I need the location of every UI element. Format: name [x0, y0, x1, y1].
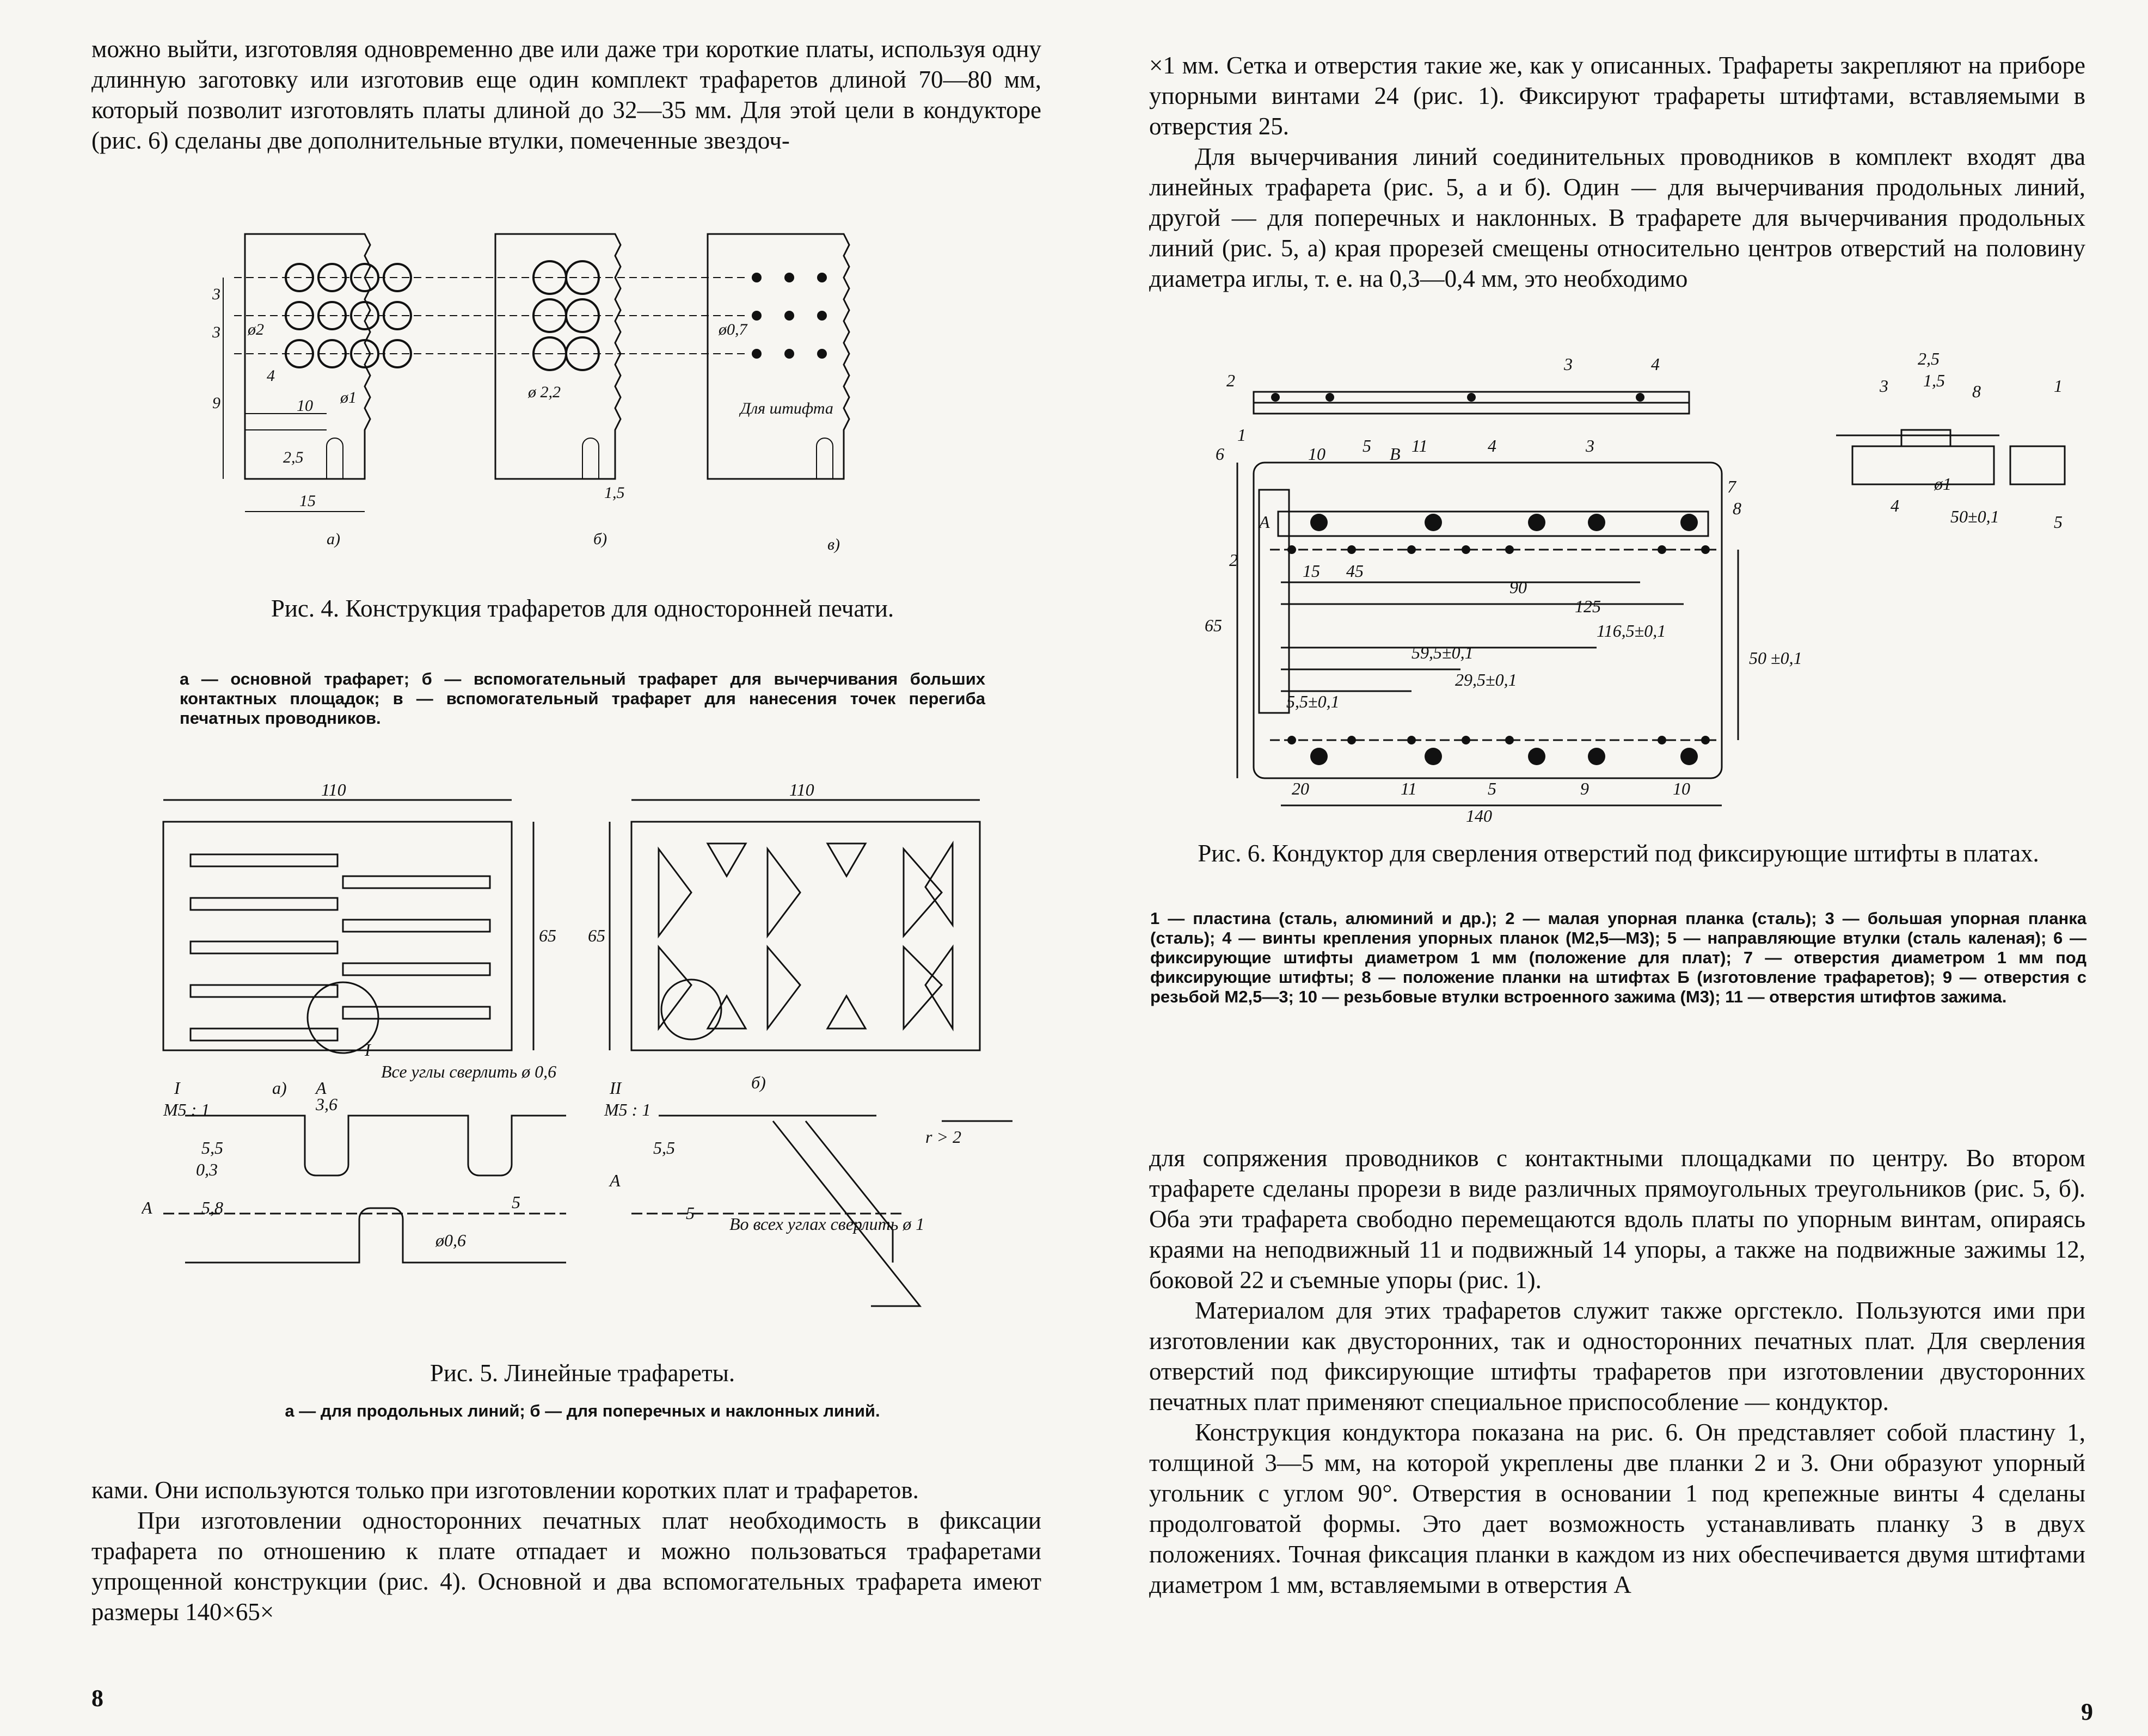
fig5-A-a: А	[316, 1078, 327, 1098]
fig6-d15: 15	[1303, 561, 1320, 581]
left-top-text	[91, 34, 1041, 156]
fig4-dim-4: 4	[267, 367, 275, 385]
fig4-dim-3: 3	[212, 285, 220, 303]
fig6-Bv: В	[1390, 444, 1401, 464]
fig6-sec-3: 3	[1880, 376, 1888, 396]
large-bar	[1278, 512, 1708, 536]
page-number: 8	[91, 1685, 103, 1712]
fig5-w110-a: 110	[321, 784, 346, 799]
fig6-n1: 1	[1237, 425, 1246, 445]
fig6-n4-top: 4	[1651, 354, 1660, 374]
fig5-label-a: а)	[272, 1078, 287, 1098]
paragraph: Материалом для этих трафаретов служит также оргстекло. Пользуются ими при изготовлении как двусторонних, так и односторонних печатных плат. Для сверления отверстий под фиксирующие штифты трафаретов при изготовлении двусторонних печатных плат применяют специальное приспособление — кондуктор.	[1149, 1297, 2085, 1415]
fig6-n2: 2	[1229, 550, 1238, 570]
fig6-d65: 65	[1205, 615, 1222, 635]
fig5-label-b: б)	[751, 1073, 766, 1092]
fig5-h65-b: 65	[588, 926, 605, 945]
fig5-II: II	[610, 1078, 622, 1098]
fig6-sec-5: 5	[2054, 512, 2063, 532]
stencil-b-holes	[533, 261, 599, 370]
stencil-5b-outline	[631, 822, 980, 1050]
paragraph: При изготовлении односторонних печатных плат необходимость в фиксации трафарета по отношению к плате отпадает и можно пользоваться трафаретами упрощенной конструкции (рис. 4). Основной и два вспомогательных трафарета имеют размеры 140×65×	[91, 1507, 1041, 1626]
page-number: 9	[2081, 1698, 2093, 1725]
fig5-label-I: I	[365, 1040, 371, 1060]
fig6-n5: 5	[1363, 436, 1371, 455]
fig5-dim-55: 5,5	[201, 1138, 223, 1158]
fig6-n10: 10	[1308, 444, 1325, 464]
fig4-legend: а — основной трафарет; б — вспомогательный трафарет для вычерчивания больших контактных площадок; в — вспомогательный трафарет для нанесения точек перегиба печатных проводников.	[180, 669, 985, 728]
fig5-scale-b: М5 : 1	[604, 1100, 651, 1119]
fig5-r2: r > 2	[925, 1127, 962, 1147]
fig4-dim-10: 10	[297, 397, 313, 415]
fig6-d140: 140	[1466, 806, 1492, 826]
fig4-label-b: б)	[593, 530, 607, 548]
stencil-v-outline	[708, 234, 849, 479]
fig6-n11-bottom: 11	[1401, 779, 1417, 798]
right-page	[1074, 0, 2148, 1736]
fig5-dim-36: 3,6	[316, 1094, 337, 1114]
fig6-n3-top: 3	[1564, 354, 1573, 374]
fig6-d125: 125	[1575, 596, 1601, 616]
fig5-A-arrow-b: А	[610, 1171, 621, 1190]
paragraph: Конструкция кондуктора показана на рис. 6. Он представляет собой пластину 1, толщиной 3—5 мм, на которой укреплены две планки 2 и 3. Они образуют упорный угольник с углом 90°. Отверстия в основании 1 под крепежные винты 4 сделаны продолговатой формы. Это дает возможность устанавливать планку 3 в двух положениях. Точная фиксация планки в каждом из них обеспечивается двумя штифтами диаметром 1 мм, вставляемыми в отверстия А	[1149, 1419, 2085, 1598]
fig6-sec-8: 8	[1972, 381, 1981, 401]
fig6-sec-1: 1	[2054, 376, 2063, 396]
fig6-d90: 90	[1509, 577, 1527, 597]
paragraph: ×1 мм. Сетка и отверстия такие же, как у описанных. Трафареты закрепляют на приборе упорными винтами 24 (рис. 1). Фиксируют трафареты штифтами, вставляемыми в отверстия 25.	[1149, 52, 2085, 140]
paragraph: можно выйти, изготовляя одновременно две или даже три короткие платы, используя одну длинную заготовку или изготовив еще один комплект трафаретов длиной 70—80 мм, который позволит изготовлять платы длиной до 32—35 мм. Для этой цели в кондукторе (рис. 6) сделаны две дополнительные втулки, помеченные звездоч-	[91, 35, 1041, 154]
right-top-text	[1149, 50, 2085, 294]
fig5-corners-b: Во всех углах сверлить ø 1	[729, 1214, 925, 1234]
fig5-dim-5: 5	[512, 1192, 520, 1212]
fig5-dim-5b: 5	[686, 1203, 695, 1223]
figure-4-stencils	[201, 223, 904, 561]
fig5-I: I	[174, 1078, 180, 1098]
fig4-dim-15: 15	[299, 492, 316, 510]
fig4-d22: ø 2,2	[528, 383, 561, 401]
stencil-b-outline	[495, 234, 621, 479]
fig6-n6: 6	[1216, 444, 1224, 464]
figure-5-line-stencils	[142, 784, 1034, 1350]
fig5-w110-b: 110	[789, 784, 814, 799]
fig4-dim-25: 2,5	[283, 448, 304, 466]
fig6-B: Б	[1314, 512, 1324, 532]
left-bottom-text	[91, 1475, 1041, 1627]
fig6-d50: 50 ±0,1	[1749, 648, 1802, 668]
fig6-sec-4: 4	[1891, 496, 1899, 515]
fig5-corners: Все углы сверлить ø 0,6	[381, 1062, 557, 1081]
fig4-d07: ø0,7	[719, 321, 747, 338]
fig6-n4: 4	[1488, 436, 1496, 455]
fig6-d295: 29,5±0,1	[1455, 670, 1517, 690]
figure-6-jig	[1183, 327, 2097, 827]
fig6-n5-bottom: 5	[1488, 779, 1496, 798]
fig6-n10-bottom: 10	[1673, 779, 1690, 798]
fig4-pin-label: Для штифта	[740, 399, 833, 417]
fig6-sec-15: 1,5	[1923, 371, 1945, 390]
fig6-d595: 59,5±0,1	[1411, 643, 1474, 662]
fig6-caption: Рис. 6. Кондуктор для сверления отверстий под фиксирующие штифты в платах.	[1198, 840, 2039, 867]
fig6-n8: 8	[1733, 498, 1741, 518]
fig6-d45: 45	[1346, 561, 1364, 581]
paragraph: для сопряжения проводников с контактными площадками по центру. Во втором трафарете сделаны прорези в виде различных прямоугольных треугольников (рис. 5, б). Оба эти трафарета свободно перемещаются вдоль платы по упорным винтам, опираясь краями на неподвижный 11 и подвижный 14 упоры, а также на подвижные зажимы 12, боковой 22 и съемные упоры (рис. 1).	[1149, 1144, 2085, 1294]
fig4-label-v: в)	[827, 535, 840, 553]
fig4-dim-9: 9	[212, 394, 220, 412]
fig5-d06: ø0,6	[435, 1230, 466, 1250]
fig6-d55: 5,5±0,1	[1286, 692, 1340, 711]
fig5-scale-a: М5 : 1	[163, 1100, 210, 1119]
fig5-h65-a: 65	[539, 926, 556, 945]
fig4-label-a: а)	[327, 530, 340, 548]
fig4-dim-3b: 3	[212, 323, 220, 341]
fig5-dim-58: 5,8	[201, 1198, 223, 1217]
fig6-n7: 7	[1727, 477, 1736, 496]
fig6-n11: 11	[1411, 436, 1428, 455]
fig4-d2: ø2	[248, 321, 264, 338]
paragraph: ками. Они используются только при изготовлении коротких плат и трафаретов.	[91, 1476, 919, 1504]
fig6-A: А	[1259, 512, 1270, 532]
fig6-sec-25: 2,5	[1918, 349, 1940, 368]
paragraph: Для вычерчивания линий соединительных проводников в комплект входят два линейных трафарета (рис. 5, а и б). Один — для вычерчивания продольных линий, другой — для поперечных и наклонных. В трафарете для вычерчивания продольных линий (рис. 5, а) края прорезей смещены относительно центров отверстий на половину диаметра иглы, т. е. на 0,3—0,4 мм, это необходимо	[1149, 143, 2085, 292]
fig6-n2-top: 2	[1226, 371, 1235, 390]
fig6-sec-d1: ø1	[1934, 474, 1951, 494]
fig4-d1: ø1	[340, 389, 357, 407]
fig5-A-arrow-a: А	[142, 1198, 152, 1217]
stencil-v-points	[752, 273, 827, 359]
fig5-caption: Рис. 5. Линейные трафареты.	[429, 1359, 735, 1387]
fig6-sec-50: 50±0,1	[1950, 507, 1999, 526]
fig4-dim-15b: 1,5	[604, 484, 625, 502]
fig6-d20: 20	[1292, 779, 1309, 798]
fig6-n3: 3	[1586, 436, 1594, 455]
fig5-legend: а — для продольных линий; б — для поперечных и наклонных линий.	[285, 1401, 880, 1420]
fig6-n9: 9	[1580, 779, 1589, 798]
fig4-caption: Рис. 4. Конструкция трафаретов для односторонней печати.	[271, 595, 894, 622]
fig6-d1165: 116,5±0,1	[1597, 621, 1666, 641]
plate	[1254, 463, 1722, 778]
fig5-dim-55b: 5,5	[653, 1138, 675, 1158]
right-bottom-text	[1149, 1143, 2085, 1600]
fig6-legend: 1 — пластина (сталь, алюминий и др.); 2 — малая упорная планка (сталь); 3 — большая упорная планка (сталь); 4 — винты крепления упорных планок (М2,5—М3); 5 — направляющие втулки (сталь каленая); 6 — фиксирующие штифты диаметром 1 мм (положение для плат); 7 — отверстия диаметром 1 мм под фиксирующие штифты; 8 — положение планки на штифтах Б (изготовление трафаретов); 9 — отверстия с резьбой М2,5—3; 10 — резьбовые втулки встроенного зажима (М3); 11 — отверстия штифтов зажима.	[1150, 909, 2086, 1006]
fig5-dim-03: 0,3	[196, 1160, 218, 1179]
